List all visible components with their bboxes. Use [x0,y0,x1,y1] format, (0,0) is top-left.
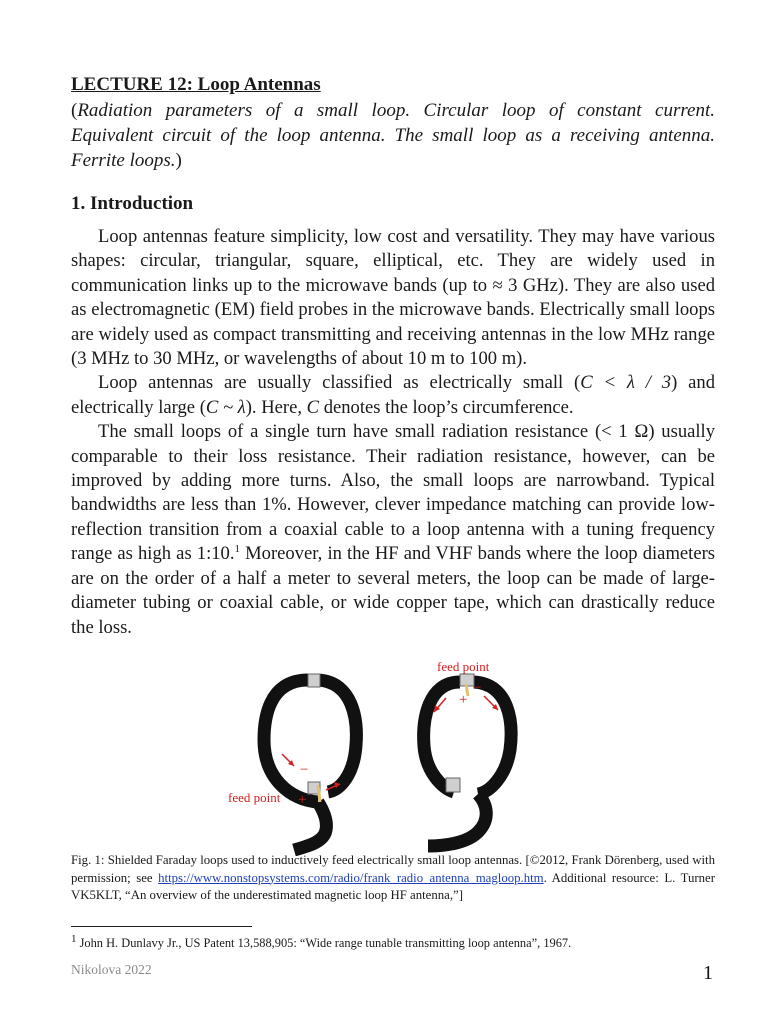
page-number: 1 [703,962,713,984]
paragraph-1: Loop antennas feature simplicity, low cost and versatility. They may have various shapes: circular, triangular, square, elliptical, etc. They are widely used in communication links up to the microwave bands (up to ≈ 3 GHz). They are also used as electromagnetic (EM) field probes in the microwave bands. Electrically small loops are widely used as compact transmitting and receiving antennas in the low MHz range (3 MHz to 30 MHz, or wavelengths of about 10 m to 100 m). [71,226,715,370]
footer-author: Nikolova 2022 [71,962,152,977]
footnote-divider [71,926,252,927]
paragraph-3: The small loops of a single turn have small radiation resistance (< 1 Ω) usually comparable to their loss resistance. Their radiation resistance, however, can be improved by adding more turns. Also, the small loops are narrowband. Typical bandwidths are less than 1%. However, clever impedance matching can provide low-reflection transition from a coaxial cable to a loop antenna with a tuning frequency range as high as 1:10.$^1$ Moreover, in the HF and VHF bands where the loop diameters are on the order of a half a meter to several meters, the loop can be made of large-diameter tubing or coaxial cable, or wide copper tape, which can drastically reduce the loss. [71,421,715,638]
variable-c: C [306,396,320,418]
lecture-title: LECTURE 12: Loop Antennas [71,74,321,95]
figure-caption: Fig. 1: Shielded Faraday loops used to inductively feed electrically small loop antennas. [©2012, Frank Dörenberg, used with permission; see https://www.nonstopsystems.com/radio/frank_radio_antenna_magloop.htm. Additional resource: L. Turner VK5KLT, “An overview of the underestimated magnetic loop HF antenna,”] [71,853,715,902]
section-heading: 1. Introduction [71,193,194,214]
plus-sign-right: + [459,692,468,708]
math-small-condition: C < λ / 3 [580,372,672,394]
minus-sign-left: − [300,762,309,778]
subtitle-close-paren: ) [175,150,182,171]
footnote-mark: 1 [71,932,77,945]
plus-sign-left: + [298,792,307,808]
left-loop-antenna [264,674,356,850]
paragraph-2: Loop antennas are usually classified as electrically small (C < λ / 3) and electrically large (C ~ λ). Here, C denotes the loop’s circumference. [71,372,715,418]
faraday-loop-figure [228,660,550,856]
feed-point-label-right: feed point [437,660,490,674]
minus-sign-right: − [473,680,482,696]
subtitle-topics: Radiation parameters of a small loop. Circular loop of constant current. Equivalent circuit of the loop antenna. The small loop as a receiving antenna. Ferrite loops. [71,100,715,171]
footnote-ref[interactable]: 1 [234,543,240,556]
lecture-subtitle [71,98,715,173]
feed-point-label-left: feed point [228,790,281,805]
page-body [71,72,715,640]
footnote: $^1$ John H. Dunlavy Jr., US Patent 13,588,905: “Wide range tunable transmitting loop antenna”, 1967. [71,932,572,950]
caption-link[interactable]: https://www.nonstopsystems.com/radio/frank_radio_antenna_magloop.htm [158,870,544,885]
math-large-condition: C ~ λ [205,396,246,418]
subtitle-open-paren: ( [71,100,78,121]
